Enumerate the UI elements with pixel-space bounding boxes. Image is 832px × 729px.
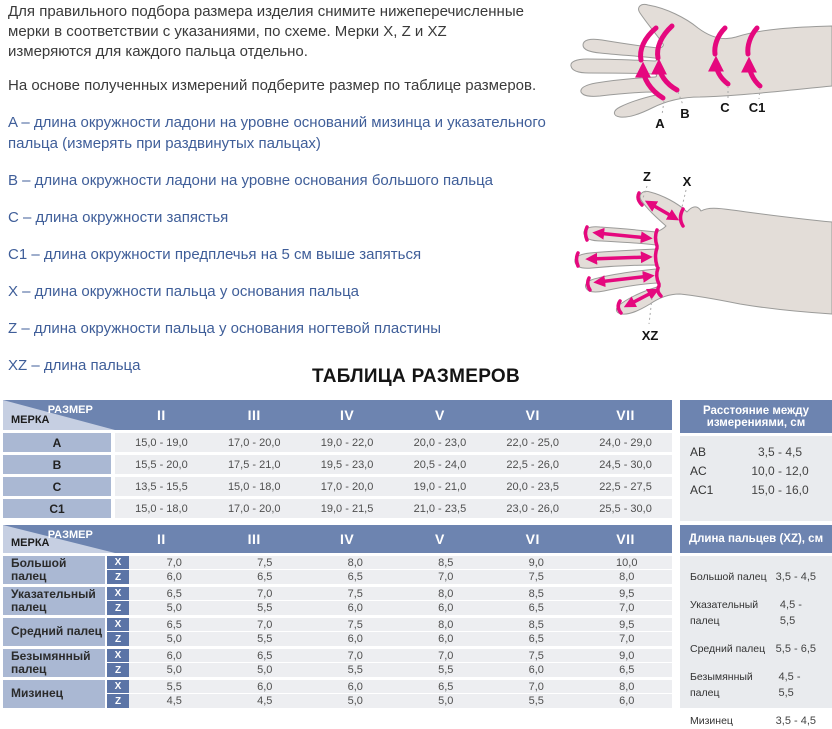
size-column-headers: [115, 400, 672, 430]
label-c: C: [720, 100, 730, 115]
size-value-cell: 6,0: [129, 649, 220, 662]
size-value-cell: 5,0: [310, 694, 401, 708]
row-cells: [115, 499, 672, 518]
size-value-cell: 7,5: [491, 570, 582, 584]
finger-subrows: [107, 680, 672, 708]
size-value-cell: 22,5 - 26,0: [506, 458, 560, 471]
size-value-cell: 6,5: [129, 587, 220, 600]
size-value-cell: 6,5: [310, 570, 401, 584]
definition-item: Z – длина окружности пальца у основания ногтевой пластины: [8, 320, 442, 337]
size-value-cell: 13,5 - 15,5: [135, 480, 188, 493]
table-corner-cell: [3, 525, 115, 553]
measure-row-label: C1: [3, 499, 111, 518]
finger-group: [3, 556, 672, 584]
size-value-cell: 5,5: [129, 680, 220, 693]
z-badge: Z: [107, 663, 129, 677]
size-value-cell: 6,0: [401, 632, 492, 646]
finger-groups: [3, 556, 672, 708]
subrow-z: [107, 663, 672, 677]
size-value-cell: 8,0: [582, 570, 673, 584]
size-value-cell: 6,0: [582, 694, 673, 708]
row-cells: [115, 433, 672, 452]
panel-row-value: 3,5 - 4,5: [775, 571, 816, 583]
size-value-cell: 21,0 - 23,5: [413, 502, 467, 515]
x-badge: X: [107, 649, 129, 662]
size-value-cell: 23,0 - 26,0: [506, 502, 560, 515]
subrow-x: [107, 587, 672, 601]
size-value-cell: 5,5: [310, 663, 401, 677]
panel-row: [690, 481, 832, 500]
definition-item: B – длина окружности ладони на уровне основания большого пальца: [8, 172, 494, 189]
size-value-cell: 5,0: [129, 601, 220, 615]
size-value-cell: 7,5: [491, 649, 582, 662]
definition-item: C1 – длина окружности предплечья на 5 см выше запяться: [8, 246, 422, 263]
panel-row-label: Большой палец: [690, 571, 767, 583]
size-column-header: VII: [616, 531, 635, 547]
size-value-cell: 8,0: [401, 618, 492, 631]
subrow-z: [107, 632, 672, 646]
subrow-x: [107, 556, 672, 570]
corner-size-label: РАЗМЕР: [47, 529, 93, 541]
size-value-cell: 8,5: [491, 618, 582, 631]
x-badge: X: [107, 587, 129, 600]
size-value-cell: 24,0 - 29,0: [599, 436, 652, 449]
panel-body: [680, 556, 832, 727]
size-column-header: IV: [339, 407, 355, 423]
size-value-cell: 9,5: [582, 587, 673, 600]
panel-row-value: 10,0 - 12,0: [751, 464, 809, 478]
size-value-cell: 25,5 - 30,0: [599, 502, 652, 515]
size-column-header: II: [157, 531, 166, 547]
panel-row: [690, 597, 816, 629]
size-value-cell: 5,0: [129, 632, 220, 646]
size-value-cell: 7,0: [310, 649, 401, 662]
size-value-cell: 6,0: [491, 663, 582, 677]
measure-row-label: C: [3, 477, 111, 496]
size-value-cell: 5,5: [220, 601, 311, 615]
size-table-title: ТАБЛИЦА РАЗМЕРОВ: [311, 366, 521, 387]
size-value-cell: 5,0: [220, 663, 311, 677]
z-badge: Z: [107, 694, 129, 708]
size-value-cell: 8,0: [401, 587, 492, 600]
label-c1: C1: [748, 100, 766, 115]
panel-row-value: 15,0 - 16,0: [751, 483, 809, 497]
size-value-cell: 7,0: [401, 649, 492, 662]
x-badge: X: [107, 618, 129, 631]
table-row: [3, 433, 672, 452]
size-column-headers: [115, 525, 672, 553]
size-value-cell: 15,5 - 20,0: [135, 458, 188, 471]
size-value-cell: 6,0: [401, 601, 492, 615]
corner-measure-label: МЕРКА: [11, 414, 50, 426]
size-value-cell: 6,0: [310, 632, 401, 646]
finger-subrows: [107, 618, 672, 646]
subrow-z: [107, 694, 672, 708]
corner-size-label: РАЗМЕР: [47, 404, 93, 416]
size-value-cell: 17,0 - 20,0: [320, 480, 374, 493]
size-value-cell: 6,5: [220, 649, 311, 662]
size-value-cell: 20,0 - 23,0: [413, 436, 467, 449]
size-value-cell: 6,0: [310, 680, 401, 693]
finger-group: [3, 587, 672, 615]
size-value-cell: 6,5: [582, 663, 673, 677]
finger-label: Безымянный палец: [3, 649, 105, 677]
size-value-cell: 19,5 - 23,0: [320, 458, 374, 471]
table-header-row: [3, 525, 672, 553]
z-badge: Z: [107, 601, 129, 615]
panel-distances: [680, 400, 832, 521]
size-value-cell: 8,0: [582, 680, 673, 693]
measure-row-label: B: [3, 455, 111, 474]
definition-item: A – длина окружности ладони на уровне оснований мизинца и указательного пальца (измерять при раздвинутых пальцах): [8, 114, 546, 152]
x-badge: X: [107, 680, 129, 693]
finger-label: Средний палец: [3, 618, 105, 646]
size-value-cell: 9,5: [582, 618, 673, 631]
subrow-z: [107, 570, 672, 584]
size-value-cell: 7,5: [310, 587, 401, 600]
size-value-cell: 5,5: [401, 663, 492, 677]
size-value-cell: 15,0 - 18,0: [135, 502, 188, 515]
finger-label: Большой палец: [3, 556, 105, 584]
panel-body: [680, 436, 832, 521]
size-value-cell: 15,0 - 19,0: [135, 436, 188, 449]
size-value-cell: 7,5: [220, 556, 311, 569]
table-row: [3, 499, 672, 518]
size-value-cell: 5,5: [491, 694, 582, 708]
panel-row-value: 4,5 - 5,5: [778, 671, 801, 699]
table-header-row: [3, 400, 672, 430]
label-b: B: [680, 106, 690, 121]
size-value-cell: 17,0 - 20,0: [227, 436, 281, 449]
finger-label: Мизинец: [3, 680, 105, 708]
size-column-header: VI: [525, 407, 540, 423]
size-column-header: III: [247, 531, 261, 547]
size-value-cell: 6,0: [129, 570, 220, 584]
size-table-fingers: [3, 525, 672, 711]
hand-diagram-side: [560, 0, 832, 146]
size-value-cell: 7,0: [582, 601, 673, 615]
size-value-cell: 8,5: [401, 556, 492, 569]
finger-label: Указательный палец: [3, 587, 105, 615]
panel-row-label: AC1: [690, 483, 714, 497]
size-value-cell: 5,0: [129, 663, 220, 677]
panel-row-value: 3,5 - 4,5: [757, 445, 803, 459]
measure-row-label: A: [3, 433, 111, 452]
panel-finger-lengths: [680, 525, 832, 727]
size-column-header: VII: [616, 407, 635, 423]
size-value-cell: 7,0: [582, 632, 673, 646]
size-value-cell: 24,5 - 30,0: [599, 458, 652, 471]
hand-diagram-top: [560, 148, 832, 360]
definition-item: X – длина окружности пальца у основания пальца: [8, 283, 360, 300]
panel-row: [690, 443, 832, 462]
size-value-cell: 6,5: [401, 680, 492, 693]
hand-outline: [575, 191, 832, 314]
finger-subrows: [107, 587, 672, 615]
size-value-cell: 20,5 - 24,0: [413, 458, 467, 471]
panel-row-label: Безымянный палец: [690, 671, 753, 699]
size-column-header: VI: [525, 531, 540, 547]
table-rows: [3, 433, 672, 518]
definition-item: XZ – длина пальца: [8, 357, 141, 374]
panel-row-label: Указательный палец: [690, 599, 759, 627]
z-badge: Z: [107, 570, 129, 584]
size-value-cell: 10,0: [582, 556, 673, 569]
panel-row-label: AC: [690, 464, 707, 478]
hand-outline: [571, 4, 832, 117]
arc-labels: [655, 100, 765, 131]
table-row: [3, 477, 672, 496]
size-column-header: V: [434, 407, 445, 423]
panel-row: [690, 569, 816, 585]
subrow-x: [107, 649, 672, 663]
size-value-cell: 6,5: [491, 632, 582, 646]
size-column-header: V: [434, 531, 445, 547]
intro-paragraph-1: Для правильного подбора размера изделия снимите нижеперечисленные мерки в соответствии с указаниями, по схеме. Мерки X, Z и XZ измеряются для каждого пальца отдельно.: [8, 3, 524, 60]
subrow-x: [107, 618, 672, 632]
subrow-x: [107, 680, 672, 694]
size-value-cell: 7,0: [220, 587, 311, 600]
table-row: [3, 455, 672, 474]
row-cells: [115, 455, 672, 474]
intro-paragraph-2: На основе полученных измерений подберите размер по таблице размеров.: [8, 77, 537, 94]
definition-item: C – длина окружности запястья: [8, 209, 229, 226]
size-value-cell: 4,5: [129, 694, 220, 708]
size-value-cell: 7,0: [401, 570, 492, 584]
panel-row-value: 4,5 - 5,5: [779, 599, 802, 627]
size-table-circumferences: [3, 400, 672, 521]
panel-row: [690, 641, 816, 657]
row-cells: [115, 477, 672, 496]
size-value-cell: 22,0 - 25,0: [506, 436, 560, 449]
panel-row-value: 5,5 - 6,5: [775, 643, 816, 655]
panel-row-label: AB: [690, 445, 707, 459]
label-x: X: [682, 174, 692, 189]
size-column-header: IV: [339, 531, 355, 547]
size-column-header: II: [157, 407, 166, 423]
finger-group: [3, 649, 672, 677]
panel-title: Расстояние между измерениями, см: [680, 400, 832, 433]
finger-subrows: [107, 556, 672, 584]
panel-row: [690, 713, 816, 729]
size-value-cell: 7,0: [491, 680, 582, 693]
size-column-header: III: [247, 407, 261, 423]
size-value-cell: 4,5: [220, 694, 311, 708]
size-value-cell: 6,5: [220, 570, 311, 584]
size-value-cell: 6,5: [491, 601, 582, 615]
size-value-cell: 22,5 - 27,5: [599, 480, 652, 493]
corner-measure-label: МЕРКА: [11, 537, 50, 549]
panel-row-label: Средний палец: [690, 643, 766, 655]
panel-row: [690, 462, 832, 481]
size-value-cell: 6,0: [220, 680, 311, 693]
finger-group: [3, 618, 672, 646]
size-value-cell: 7,0: [129, 556, 220, 569]
size-value-cell: 20,0 - 23,5: [506, 480, 560, 493]
size-value-cell: 7,0: [220, 618, 311, 631]
panel-row-label: Мизинец: [690, 715, 733, 727]
label-z: Z: [643, 169, 651, 184]
measure-definitions: [8, 112, 573, 392]
subrow-z: [107, 601, 672, 615]
size-value-cell: 17,0 - 20,0: [227, 502, 281, 515]
size-value-cell: 15,0 - 18,0: [227, 480, 281, 493]
z-badge: Z: [107, 632, 129, 646]
size-value-cell: 6,0: [310, 601, 401, 615]
label-xz: XZ: [641, 328, 659, 343]
size-value-cell: 5,5: [220, 632, 311, 646]
size-value-cell: 8,0: [310, 556, 401, 569]
table-corner-cell: [3, 400, 115, 430]
size-value-cell: 5,0: [401, 694, 492, 708]
x-badge: X: [107, 556, 129, 569]
size-value-cell: 9,0: [582, 649, 673, 662]
finger-group: [3, 680, 672, 708]
size-value-cell: 17,5 - 21,0: [227, 458, 281, 471]
panel-title: Длина пальцев (XZ), см: [680, 525, 832, 553]
size-value-cell: 8,5: [491, 587, 582, 600]
size-value-cell: 19,0 - 21,5: [320, 502, 374, 515]
size-value-cell: 19,0 - 21,0: [413, 480, 467, 493]
size-value-cell: 19,0 - 22,0: [320, 436, 374, 449]
label-a: A: [655, 116, 665, 131]
size-value-cell: 6,5: [129, 618, 220, 631]
panel-row: [690, 669, 816, 701]
size-value-cell: 9,0: [491, 556, 582, 569]
size-value-cell: 7,5: [310, 618, 401, 631]
finger-subrows: [107, 649, 672, 677]
panel-row-value: 3,5 - 4,5: [775, 715, 816, 727]
